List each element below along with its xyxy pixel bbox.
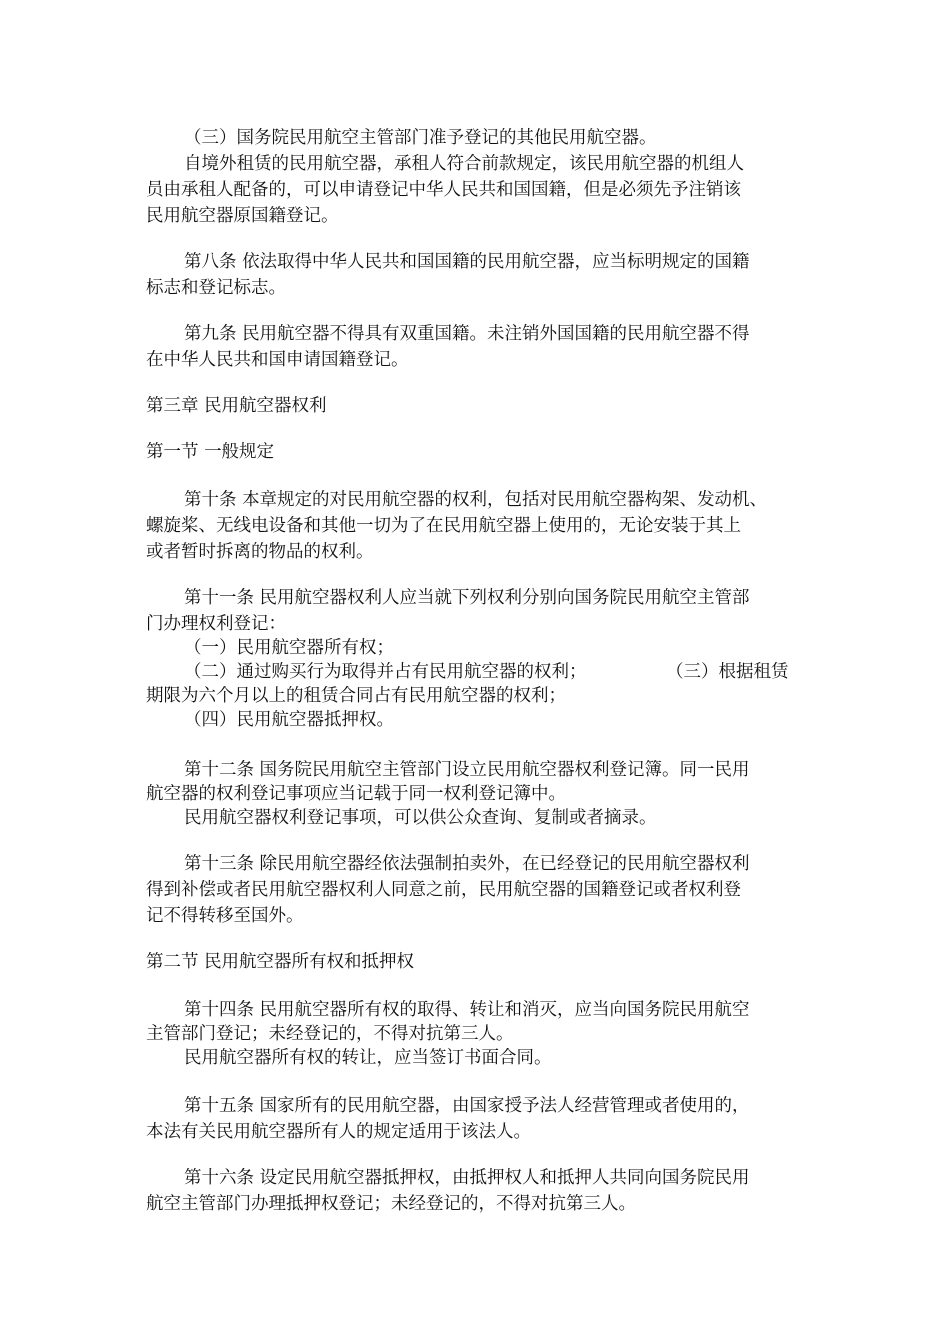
chapter-heading: 第三章 民用航空器权利 — [146, 396, 327, 416]
text-line: 第八条 依法取得中华人民共和国国籍的民用航空器，应当标明规定的国籍 — [184, 252, 750, 272]
text-line: 本法有关民用航空器所有人的规定适用于该法人。 — [146, 1122, 531, 1142]
text-line: 螺旋桨、无线电设备和其他一切为了在民用航空器上使用的，无论安装于其上 — [146, 516, 741, 536]
text-line: 自境外租赁的民用航空器，承租人符合前款规定，该民用航空器的机组人 — [184, 154, 744, 174]
text-line: 民用航空器所有权的转让，应当签订书面合同。 — [184, 1048, 552, 1068]
text-line: （四）民用航空器抵押权。 — [184, 710, 394, 730]
text-line: 第十五条 国家所有的民用航空器，由国家授予法人经营管理或者使用的， — [184, 1096, 750, 1116]
text-line: 员由承租人配备的，可以申请登记中华人民共和国国籍，但是必须先予注销该 — [146, 180, 741, 200]
text-line: 第九条 民用航空器不得具有双重国籍。未注销外国国籍的民用航空器不得 — [184, 324, 750, 344]
text-line: 民用航空器原国籍登记。 — [146, 206, 339, 226]
text-line: 或者暂时拆离的物品的权利。 — [146, 542, 374, 562]
section-heading: 第二节 民用航空器所有权和抵押权 — [146, 952, 415, 972]
text-line: 第十条 本章规定的对民用航空器的权利，包括对民用航空器构架、发动机、 — [184, 490, 768, 510]
text-line: 主管部门登记；未经登记的，不得对抗第三人。 — [146, 1024, 514, 1044]
text-line: （三）国务院民用航空主管部门准予登记的其他民用航空器。 — [184, 128, 657, 148]
text-line: 第十三条 除民用航空器经依法强制拍卖外，在已经登记的民用航空器权利 — [184, 854, 750, 874]
text-line: 第十四条 民用航空器所有权的取得、转让和消灭，应当向国务院民用航空 — [184, 1000, 750, 1020]
text-line: 第十二条 国务院民用航空主管部门设立民用航空器权利登记簿。同一民用 — [184, 760, 750, 780]
text-line: 得到补偿或者民用航空器权利人同意之前，民用航空器的国籍登记或者权利登 — [146, 880, 741, 900]
text-line: 标志和登记标志。 — [146, 278, 286, 298]
section-heading: 第一节 一般规定 — [146, 442, 275, 462]
text-line: （二）通过购买行为取得并占有民用航空器的权利； — [184, 662, 587, 682]
text-line: 门办理权利登记： — [146, 614, 286, 634]
text-line: 民用航空器权利登记事项，可以供公众查询、复制或者摘录。 — [184, 808, 657, 828]
text-line: （三）根据租赁 — [666, 662, 789, 682]
text-line: 期限为六个月以上的租赁合同占有民用航空器的权利； — [146, 686, 566, 706]
text-line: 第十六条 设定民用航空器抵押权，由抵押权人和抵押人共同向国务院民用 — [184, 1168, 750, 1188]
text-line: 在中华人民共和国申请国籍登记。 — [146, 350, 409, 370]
text-line: 记不得转移至国外。 — [146, 906, 304, 926]
text-line: 航空主管部门办理抵押权登记；未经登记的，不得对抗第三人。 — [146, 1194, 636, 1214]
text-line: （一）民用航空器所有权； — [184, 638, 394, 658]
text-line: 第十一条 民用航空器权利人应当就下列权利分别向国务院民用航空主管部 — [184, 588, 750, 608]
text-line: 航空器的权利登记事项应当记载于同一权利登记簿中。 — [146, 784, 566, 804]
